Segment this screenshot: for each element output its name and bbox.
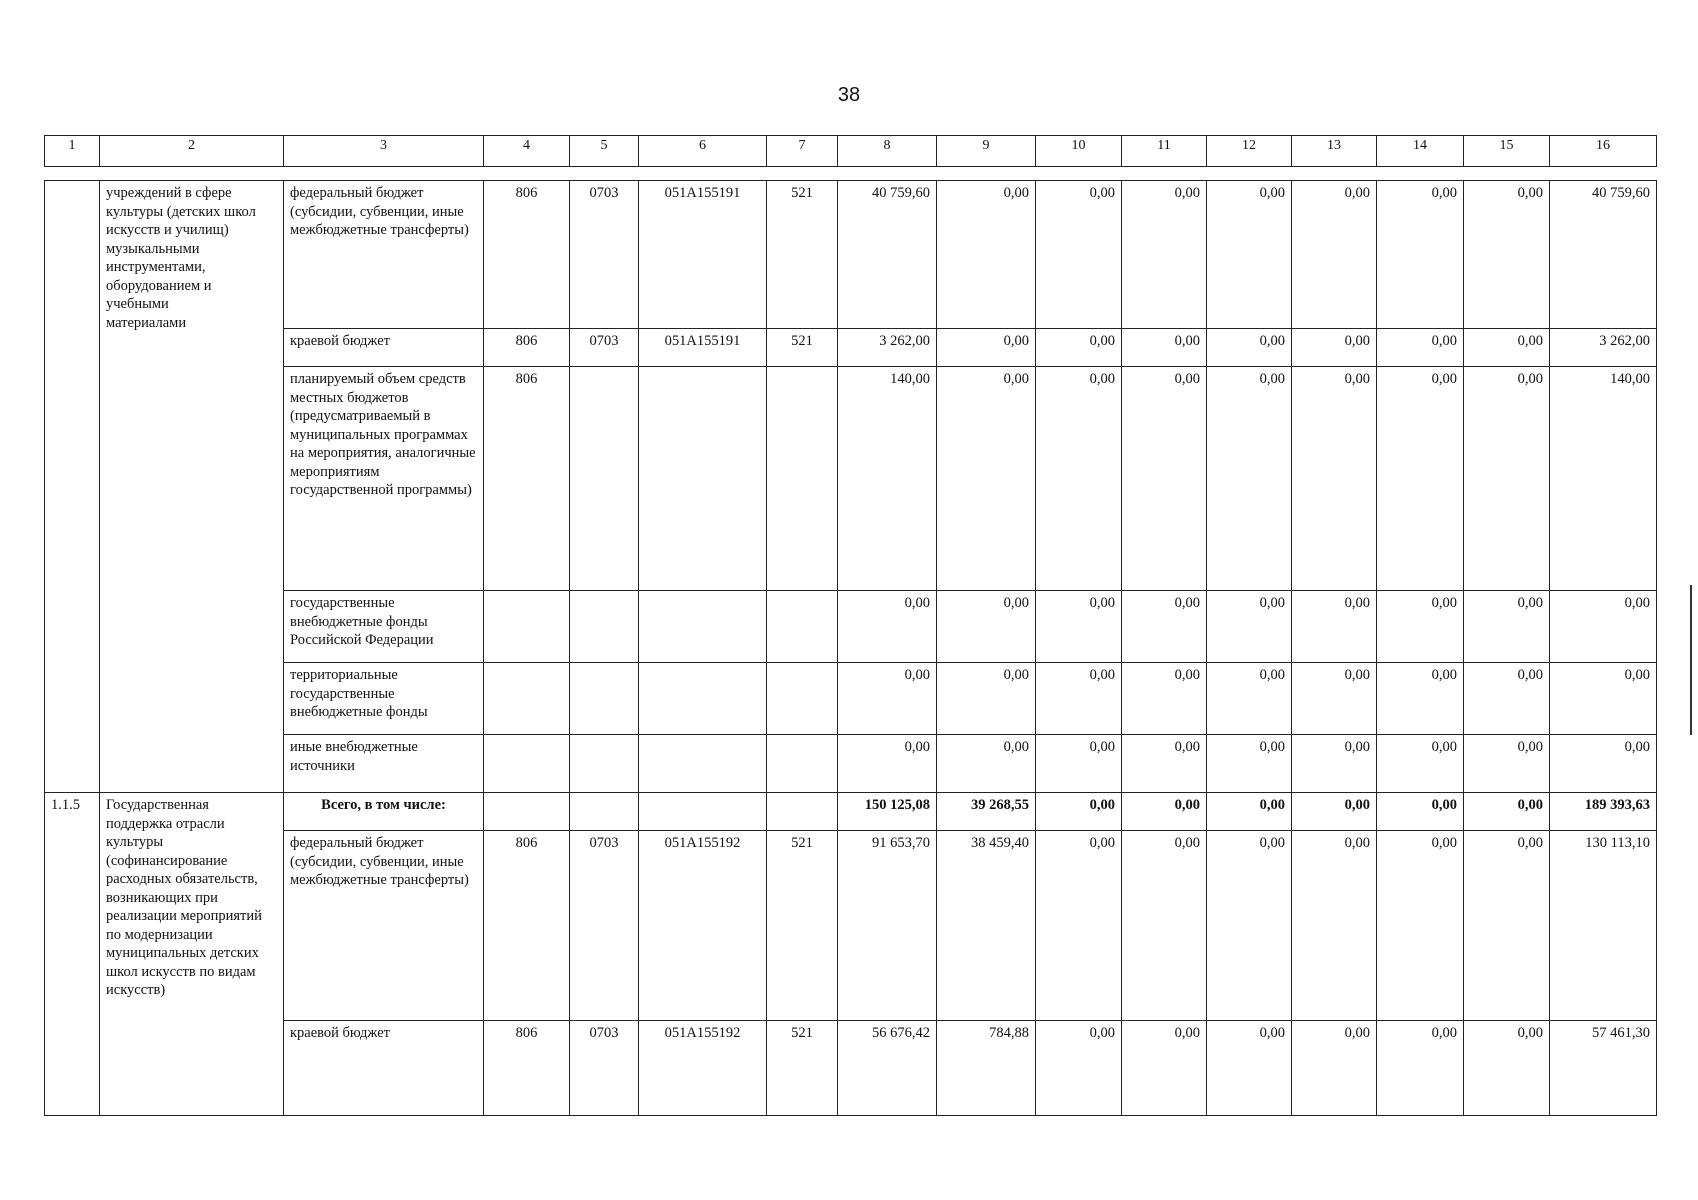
target-code-cell	[639, 735, 767, 793]
amount-cell: 0,00	[1207, 329, 1292, 367]
amount-cell: 0,00	[1464, 181, 1550, 329]
expense-type-cell: 521	[767, 831, 838, 1021]
amount-cell: 0,00	[1207, 1021, 1292, 1116]
section-code-cell	[570, 591, 639, 663]
amount-cell: 0,00	[1036, 1021, 1122, 1116]
amount-cell: 0,00	[1377, 735, 1464, 793]
amount-cell: 0,00	[1377, 793, 1464, 831]
amount-cell: 0,00	[1292, 1021, 1377, 1116]
item-code-cell: 1.1.5	[45, 793, 100, 1116]
amount-cell: 3 262,00	[838, 329, 937, 367]
amount-cell: 40 759,60	[838, 181, 937, 329]
admin-code-cell	[484, 663, 570, 735]
empty-cell	[570, 793, 639, 831]
amount-cell: 3 262,00	[1550, 329, 1657, 367]
amount-cell: 0,00	[1550, 591, 1657, 663]
source-cell: государственные внебюджетные фонды Российской Федерации	[284, 591, 484, 663]
header-row	[45, 136, 1657, 167]
amount-cell: 140,00	[1550, 367, 1657, 591]
amount-cell: 0,00	[1122, 735, 1207, 793]
source-cell: территориальные государственные внебюджетные фонды	[284, 663, 484, 735]
amount-cell: 0,00	[1377, 367, 1464, 591]
target-code-cell: 051A155191	[639, 181, 767, 329]
expense-type-cell: 521	[767, 1021, 838, 1116]
expense-type-cell	[767, 367, 838, 591]
section-code-cell: 0703	[570, 181, 639, 329]
amount-cell: 0,00	[1550, 663, 1657, 735]
amount-cell: 0,00	[1292, 591, 1377, 663]
admin-code-cell: 806	[484, 181, 570, 329]
gap-cell	[45, 167, 1657, 181]
header-cell: 5	[570, 136, 639, 167]
amount-cell: 56 676,42	[838, 1021, 937, 1116]
source-cell: федеральный бюджет (субсидии, субвенции, иные межбюджетные трансферты)	[284, 181, 484, 329]
header-cell: 11	[1122, 136, 1207, 167]
amount-cell: 0,00	[1122, 831, 1207, 1021]
amount-cell: 784,88	[937, 1021, 1036, 1116]
amount-cell: 0,00	[1292, 367, 1377, 591]
expense-type-cell: 521	[767, 329, 838, 367]
header-cell: 3	[284, 136, 484, 167]
amount-cell: 0,00	[937, 329, 1036, 367]
amount-cell: 150 125,08	[838, 793, 937, 831]
source-cell: планируемый объем средств местных бюджетов (предусматриваемый в муниципальных программах на мероприятия, аналогичные мероприятиям государственной программы)	[284, 367, 484, 591]
source-cell: краевой бюджет	[284, 329, 484, 367]
table-row	[45, 831, 1657, 1021]
amount-cell: 0,00	[1464, 591, 1550, 663]
header-cell: 2	[100, 136, 284, 167]
amount-cell: 0,00	[1207, 367, 1292, 591]
admin-code-cell	[484, 735, 570, 793]
expense-type-cell	[767, 663, 838, 735]
amount-cell: 0,00	[1036, 831, 1122, 1021]
table-row	[45, 591, 1657, 663]
header-cell: 13	[1292, 136, 1377, 167]
section-code-cell: 0703	[570, 329, 639, 367]
amount-cell: 0,00	[1292, 329, 1377, 367]
amount-cell: 0,00	[1292, 663, 1377, 735]
table-row	[45, 181, 1657, 329]
section-code-cell	[570, 367, 639, 591]
amount-cell: 0,00	[937, 735, 1036, 793]
header-gap-row	[45, 167, 1657, 181]
amount-cell: 40 759,60	[1550, 181, 1657, 329]
header-cell: 8	[838, 136, 937, 167]
amount-cell: 0,00	[1036, 793, 1122, 831]
amount-cell: 140,00	[838, 367, 937, 591]
amount-cell: 39 268,55	[937, 793, 1036, 831]
amount-cell: 0,00	[1036, 329, 1122, 367]
amount-cell: 0,00	[1377, 329, 1464, 367]
admin-code-cell: 806	[484, 831, 570, 1021]
amount-cell: 0,00	[1377, 181, 1464, 329]
table-row	[45, 367, 1657, 591]
admin-code-cell	[484, 591, 570, 663]
amount-cell: 130 113,10	[1550, 831, 1657, 1021]
target-code-cell	[639, 663, 767, 735]
amount-cell: 0,00	[1207, 793, 1292, 831]
section-code-cell: 0703	[570, 1021, 639, 1116]
target-code-cell	[639, 367, 767, 591]
expense-type-cell	[767, 591, 838, 663]
amount-cell: 0,00	[1464, 735, 1550, 793]
amount-cell: 0,00	[838, 591, 937, 663]
amount-cell: 0,00	[1207, 735, 1292, 793]
admin-code-cell: 806	[484, 329, 570, 367]
amount-cell: 0,00	[1122, 329, 1207, 367]
empty-cell	[484, 793, 570, 831]
expense-type-cell	[767, 735, 838, 793]
amount-cell: 0,00	[1122, 591, 1207, 663]
target-code-cell	[639, 591, 767, 663]
item-title-cell	[100, 181, 284, 793]
source-cell: федеральный бюджет (субсидии, субвенции, иные межбюджетные трансферты)	[284, 831, 484, 1021]
amount-cell: 0,00	[1036, 735, 1122, 793]
table-row	[45, 1021, 1657, 1116]
scan-edge-line	[1690, 585, 1692, 735]
amount-cell: 0,00	[1377, 1021, 1464, 1116]
amount-cell: 0,00	[1122, 663, 1207, 735]
admin-code-cell: 806	[484, 1021, 570, 1116]
empty-cell	[767, 793, 838, 831]
amount-cell: 189 393,63	[1550, 793, 1657, 831]
target-code-cell: 051A155192	[639, 1021, 767, 1116]
amount-cell: 0,00	[1464, 793, 1550, 831]
amount-cell: 0,00	[1036, 591, 1122, 663]
header-cell: 15	[1464, 136, 1550, 167]
amount-cell: 0,00	[1464, 831, 1550, 1021]
table-row	[45, 735, 1657, 793]
item-title-cell	[100, 793, 284, 1116]
amount-cell: 0,00	[838, 663, 937, 735]
table-body	[45, 181, 1657, 1116]
source-cell: Всего, в том числе:	[284, 793, 484, 831]
section-code-cell: 0703	[570, 831, 639, 1021]
amount-cell: 0,00	[1036, 663, 1122, 735]
section-code-cell	[570, 735, 639, 793]
amount-cell: 0,00	[1207, 591, 1292, 663]
source-cell: иные внебюджетные источники	[284, 735, 484, 793]
expense-type-cell: 521	[767, 181, 838, 329]
amount-cell: 0,00	[937, 591, 1036, 663]
target-code-cell: 051A155191	[639, 329, 767, 367]
header-cell: 1	[45, 136, 100, 167]
budget-table	[44, 135, 1657, 1116]
amount-cell: 0,00	[1377, 591, 1464, 663]
amount-cell: 0,00	[937, 663, 1036, 735]
amount-cell: 0,00	[1464, 367, 1550, 591]
amount-cell: 0,00	[1122, 793, 1207, 831]
amount-cell: 0,00	[1292, 831, 1377, 1021]
header-cell: 14	[1377, 136, 1464, 167]
header-cell: 9	[937, 136, 1036, 167]
header-cell: 16	[1550, 136, 1657, 167]
admin-code-cell: 806	[484, 367, 570, 591]
header-cell: 7	[767, 136, 838, 167]
amount-cell: 0,00	[1036, 181, 1122, 329]
amount-cell: 0,00	[1292, 181, 1377, 329]
amount-cell: 0,00	[937, 367, 1036, 591]
amount-cell: 0,00	[1122, 1021, 1207, 1116]
item-code-cell	[45, 181, 100, 793]
item-title-text: Государственная поддержка отрасли культуры (софинансирование расходных обязательств, возникающих при реализации мероприятий по модернизации муниципальных детских	[106, 797, 262, 961]
empty-cell	[639, 793, 767, 831]
item-title-text: школ искусств по видам искусств)	[106, 963, 256, 998]
amount-cell: 0,00	[1207, 831, 1292, 1021]
amount-cell: 0,00	[1464, 663, 1550, 735]
total-row	[45, 793, 1657, 831]
amount-cell: 0,00	[1122, 181, 1207, 329]
amount-cell: 0,00	[1036, 367, 1122, 591]
amount-cell: 0,00	[1377, 663, 1464, 735]
amount-cell: 0,00	[1207, 181, 1292, 329]
amount-cell: 0,00	[838, 735, 937, 793]
amount-cell: 0,00	[1464, 1021, 1550, 1116]
table-row	[45, 663, 1657, 735]
amount-cell: 0,00	[937, 181, 1036, 329]
amount-cell: 0,00	[1464, 329, 1550, 367]
amount-cell: 0,00	[1122, 367, 1207, 591]
item-title-text: материалами	[106, 314, 187, 331]
header-cell: 6	[639, 136, 767, 167]
page-number: 38	[837, 84, 861, 106]
amount-cell: 91 653,70	[838, 831, 937, 1021]
amount-cell: 0,00	[1292, 735, 1377, 793]
amount-cell: 38 459,40	[937, 831, 1036, 1021]
header-cell: 4	[484, 136, 570, 167]
amount-cell: 0,00	[1550, 735, 1657, 793]
item-title-text: учреждений в сфере культуры (детских школ искусств и училищ) музыкальными инструментами, оборудованием и учебными	[106, 185, 256, 312]
source-cell: краевой бюджет	[284, 1021, 484, 1116]
header-cell: 12	[1207, 136, 1292, 167]
amount-cell: 0,00	[1292, 793, 1377, 831]
amount-cell: 0,00	[1377, 831, 1464, 1021]
header-cell: 10	[1036, 136, 1122, 167]
target-code-cell: 051A155192	[639, 831, 767, 1021]
section-code-cell	[570, 663, 639, 735]
table-row	[45, 329, 1657, 367]
amount-cell: 57 461,30	[1550, 1021, 1657, 1116]
amount-cell: 0,00	[1207, 663, 1292, 735]
